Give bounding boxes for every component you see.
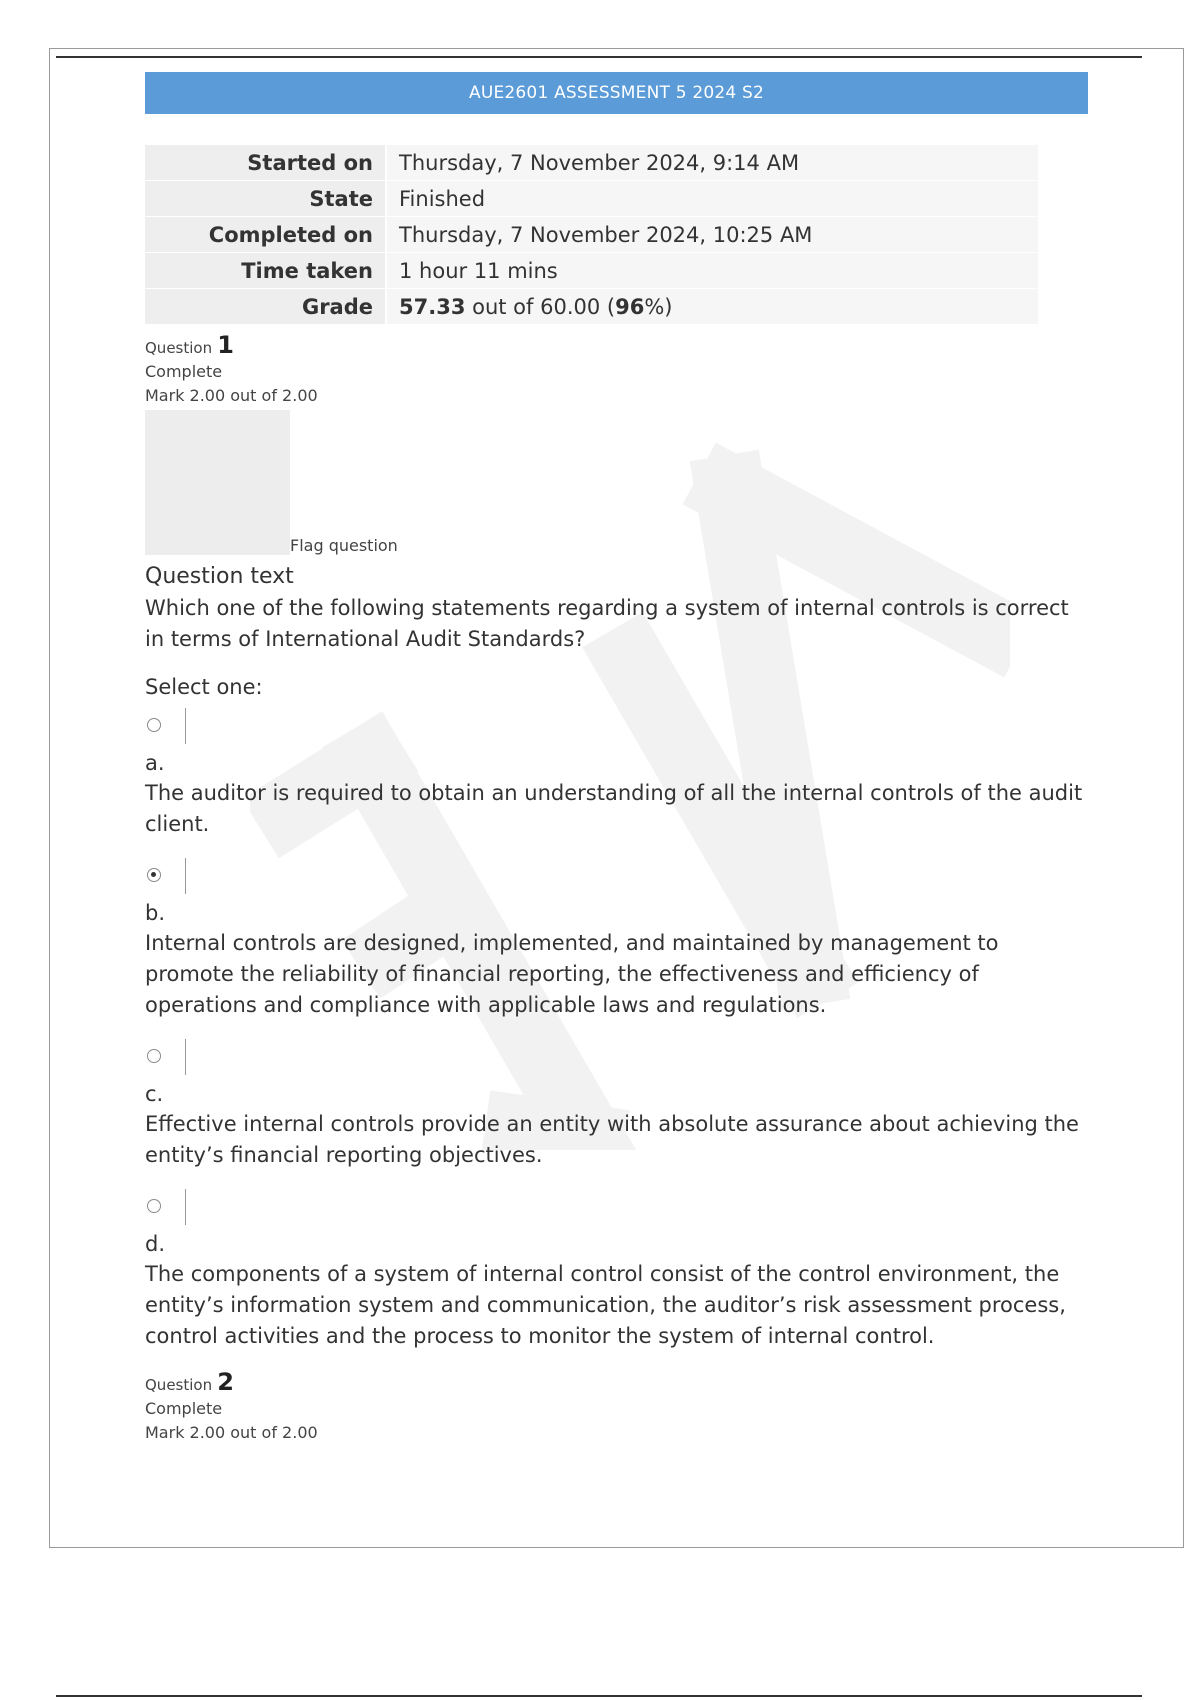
summary-label: State: [145, 181, 386, 217]
bottom-rule: [56, 1695, 1142, 1697]
radio-divider: [185, 1189, 186, 1225]
answer-letter: b.: [145, 901, 166, 925]
summary-row-grade: [145, 289, 1038, 325]
quiz-review: [145, 72, 1088, 1445]
answer-option-c[interactable]: [145, 1037, 1088, 1171]
flag-question-link[interactable]: Flag question: [290, 536, 398, 555]
radio-button-b-selected[interactable]: [147, 868, 161, 882]
summary-label: Completed on: [145, 217, 386, 253]
grade-score: 57.33: [399, 294, 466, 319]
answer-option-a[interactable]: [145, 706, 1088, 840]
question-2-info: [145, 1370, 1088, 1445]
summary-row: [145, 145, 1038, 181]
radio-divider: [185, 858, 186, 894]
radio-button-c[interactable]: [147, 1049, 161, 1063]
summary-value: Thursday, 7 November 2024, 9:14 AM: [386, 145, 1038, 181]
page-title: AUE2601 ASSESSMENT 5 2024 S2: [145, 72, 1088, 114]
radio-row[interactable]: [145, 856, 1088, 898]
summary-label: Started on: [145, 145, 386, 181]
grade-out-of: out of 60.00 (: [465, 294, 616, 319]
summary-row: [145, 253, 1038, 289]
radio-button-a[interactable]: [147, 718, 161, 732]
question-number: 1: [217, 331, 234, 359]
answer-option-d[interactable]: [145, 1187, 1088, 1352]
answer-letter: a.: [145, 751, 165, 775]
question-text: Which one of the following statements regarding a system of internal controls is correct in terms of International Audit Standards?: [145, 596, 1069, 651]
radio-row[interactable]: [145, 1187, 1088, 1229]
answer-text: Effective internal controls provide an entity with absolute assurance about achieving the entity’s financial reporting objectives.: [145, 1112, 1079, 1167]
question-label: Question: [145, 1376, 213, 1394]
flag-icon[interactable]: [145, 410, 290, 555]
question-1-info: [145, 333, 1088, 408]
summary-label: Grade: [145, 289, 386, 325]
radio-row[interactable]: [145, 1037, 1088, 1079]
grade-suffix: %): [644, 294, 673, 319]
radio-button-d[interactable]: [147, 1199, 161, 1213]
question-mark: Mark 2.00 out of 2.00: [145, 1423, 318, 1442]
answer-text: The auditor is required to obtain an understanding of all the internal controls of the audit client.: [145, 781, 1083, 836]
summary-label: Time taken: [145, 253, 386, 289]
radio-divider: [185, 1039, 186, 1075]
question-number: 2: [217, 1368, 234, 1396]
summary-value: Thursday, 7 November 2024, 10:25 AM: [386, 217, 1038, 253]
answer-letter: c.: [145, 1082, 164, 1106]
summary-value: Finished: [386, 181, 1038, 217]
answer-letter: d.: [145, 1232, 166, 1256]
grade-value: [386, 289, 1038, 325]
select-one-label: Select one:: [145, 675, 263, 699]
answer-option-b[interactable]: [145, 856, 1088, 1021]
radio-row[interactable]: [145, 706, 1088, 748]
question-mark: Mark 2.00 out of 2.00: [145, 386, 318, 405]
answer-text: The components of a system of internal control consist of the control environment, the entity’s information system and communication, the auditor’s risk assessment process, control activities and the process to monitor the system of internal control.: [145, 1262, 1066, 1348]
question-status: Complete: [145, 362, 223, 381]
summary-value: 1 hour 11 mins: [386, 253, 1038, 289]
radio-divider: [185, 708, 186, 744]
summary-row: [145, 217, 1038, 253]
question-status: Complete: [145, 1399, 223, 1418]
question-label: Question: [145, 339, 213, 357]
grade-percent: 96: [615, 294, 645, 319]
question-text-heading: Question text: [145, 564, 294, 589]
attempt-summary-table: [145, 145, 1038, 325]
flag-question-control[interactable]: [145, 410, 1088, 555]
summary-row: [145, 181, 1038, 217]
answer-text: Internal controls are designed, implemented, and maintained by management to promote the reliability of financial reporting, the effectiveness and efficiency of operations and compliance with applicable laws and regulations.: [145, 931, 999, 1017]
